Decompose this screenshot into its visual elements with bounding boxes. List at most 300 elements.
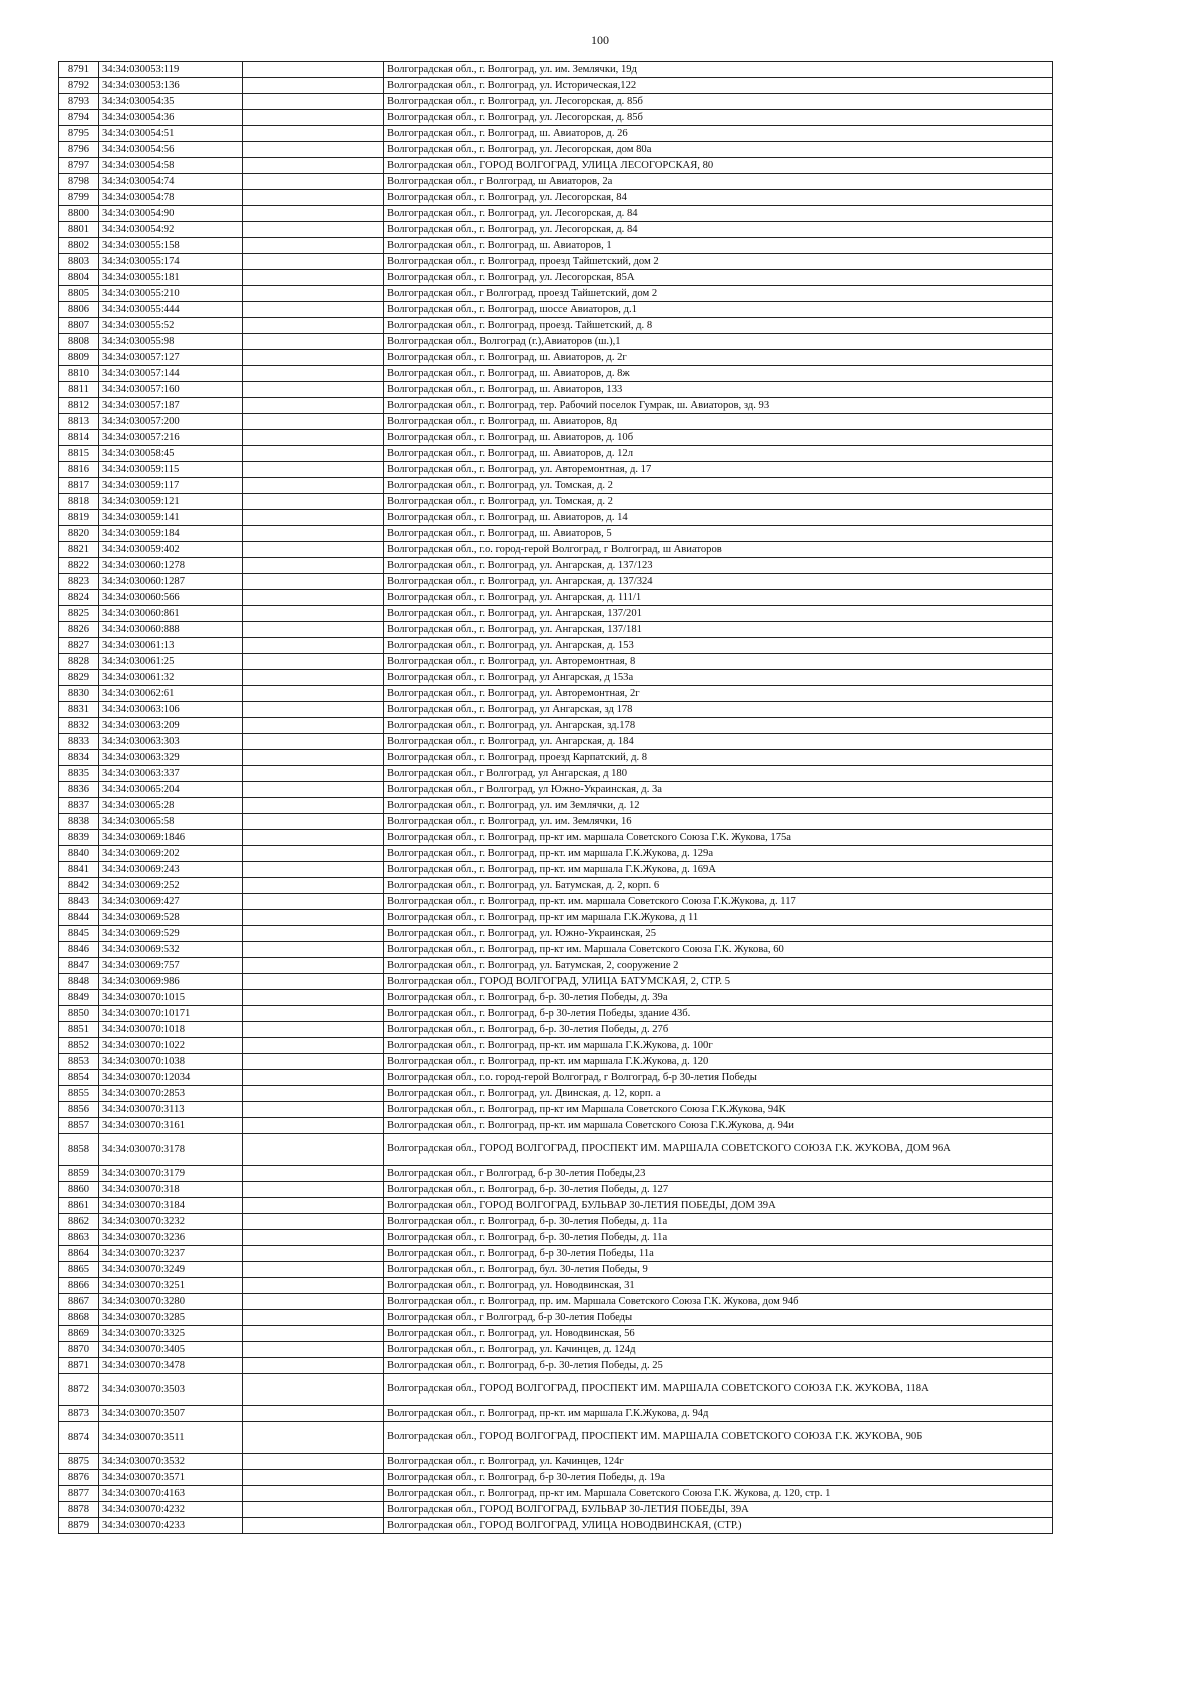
row-number-cell: 8859 (59, 1166, 99, 1182)
address-cell: Волгоградская обл., г. Волгоград, пр-кт. им маршала Г.К.Жукова, д. 94д (384, 1406, 1053, 1422)
address-cell: Волгоградская обл., г. Волгоград, ул. Лесогорская, д. 84 (384, 222, 1053, 238)
row-number-cell: 8833 (59, 734, 99, 750)
row-number-cell: 8798 (59, 174, 99, 190)
table-row (59, 1198, 1053, 1214)
address-cell: Волгоградская обл., г. Волгоград, б-р. 30-летия Победы, д. 25 (384, 1358, 1053, 1374)
cadastral-number-cell: 34:34:030070:1015 (99, 990, 243, 1006)
empty-cell (243, 1230, 384, 1246)
row-number-cell: 8840 (59, 846, 99, 862)
table-row (59, 1518, 1053, 1534)
row-number-cell: 8866 (59, 1278, 99, 1294)
row-number-cell: 8860 (59, 1182, 99, 1198)
table-row (59, 494, 1053, 510)
table-row (59, 398, 1053, 414)
table-row (59, 654, 1053, 670)
address-cell: Волгоградская обл., г. Волгоград, ш. Авиаторов, д. 12л (384, 446, 1053, 462)
row-number-cell: 8856 (59, 1102, 99, 1118)
cadastral-number-cell: 34:34:030069:757 (99, 958, 243, 974)
address-cell: Волгоградская обл., г. Волгоград, ш. Авиаторов, д. 8ж (384, 366, 1053, 382)
row-number-cell: 8797 (59, 158, 99, 174)
empty-cell (243, 430, 384, 446)
table-row (59, 798, 1053, 814)
empty-cell (243, 222, 384, 238)
cadastral-number-cell: 34:34:030069:1846 (99, 830, 243, 846)
cadastral-number-cell: 34:34:030060:861 (99, 606, 243, 622)
address-cell: Волгоградская обл., ГОРОД ВОЛГОГРАД, ПРОСПЕКТ ИМ. МАРШАЛА СОВЕТСКОГО СОЮЗА Г.К. ЖУКОВА, 118А (384, 1374, 1053, 1406)
address-cell: Волгоградская обл., г. Волгоград, б-р 30-летия Победы, 11а (384, 1246, 1053, 1262)
row-number-cell: 8837 (59, 798, 99, 814)
cadastral-number-cell: 34:34:030055:158 (99, 238, 243, 254)
table-row (59, 686, 1053, 702)
table-row (59, 1310, 1053, 1326)
cadastral-number-cell: 34:34:030060:1278 (99, 558, 243, 574)
empty-cell (243, 318, 384, 334)
address-cell: Волгоградская обл., г. Волгоград, ул. им Землячки, д. 12 (384, 798, 1053, 814)
empty-cell (243, 1070, 384, 1086)
cadastral-number-cell: 34:34:030059:117 (99, 478, 243, 494)
empty-cell (243, 574, 384, 590)
empty-cell (243, 334, 384, 350)
table-row (59, 878, 1053, 894)
table-row (59, 622, 1053, 638)
cadastral-number-cell: 34:34:030070:1038 (99, 1054, 243, 1070)
cadastral-number-cell: 34:34:030063:303 (99, 734, 243, 750)
row-number-cell: 8817 (59, 478, 99, 494)
cadastral-number-cell: 34:34:030061:13 (99, 638, 243, 654)
row-number-cell: 8863 (59, 1230, 99, 1246)
row-number-cell: 8823 (59, 574, 99, 590)
table-row (59, 190, 1053, 206)
empty-cell (243, 878, 384, 894)
cadastral-number-cell: 34:34:030070:1018 (99, 1022, 243, 1038)
cadastral-number-cell: 34:34:030057:127 (99, 350, 243, 366)
empty-cell (243, 1006, 384, 1022)
cadastral-number-cell: 34:34:030070:3478 (99, 1358, 243, 1374)
table-row (59, 1486, 1053, 1502)
table-row (59, 782, 1053, 798)
cadastral-number-cell: 34:34:030055:210 (99, 286, 243, 302)
empty-cell (243, 1406, 384, 1422)
row-number-cell: 8867 (59, 1294, 99, 1310)
empty-cell (243, 142, 384, 158)
table-row (59, 158, 1053, 174)
cadastral-number-cell: 34:34:030054:56 (99, 142, 243, 158)
address-cell: Волгоградская обл., г. Волгоград, ул. Лесогорская, д. 84 (384, 206, 1053, 222)
cadastral-number-cell: 34:34:030055:174 (99, 254, 243, 270)
address-cell: Волгоградская обл., ГОРОД ВОЛГОГРАД, УЛИЦА БАТУМСКАЯ, 2, СТР. 5 (384, 974, 1053, 990)
row-number-cell: 8847 (59, 958, 99, 974)
empty-cell (243, 942, 384, 958)
empty-cell (243, 1022, 384, 1038)
row-number-cell: 8872 (59, 1374, 99, 1406)
address-cell: Волгоградская обл., г. Волгоград, пр-кт. им маршала Советского Союза Г.К.Жукова, д. 94и (384, 1118, 1053, 1134)
address-cell: Волгоградская обл., г. Волгоград, б-р. 30-летия Победы, д. 11а (384, 1214, 1053, 1230)
cadastral-number-cell: 34:34:030070:1022 (99, 1038, 243, 1054)
table-row (59, 238, 1053, 254)
empty-cell (243, 974, 384, 990)
empty-cell (243, 1358, 384, 1374)
row-number-cell: 8830 (59, 686, 99, 702)
table-row (59, 590, 1053, 606)
cadastral-number-cell: 34:34:030069:243 (99, 862, 243, 878)
address-cell: Волгоградская обл., г. Волгоград, ул. Двинская, д. 12, корп. а (384, 1086, 1053, 1102)
row-number-cell: 8820 (59, 526, 99, 542)
empty-cell (243, 990, 384, 1006)
cadastral-number-cell: 34:34:030054:90 (99, 206, 243, 222)
address-cell: Волгоградская обл., г. Волгоград, пр-кт. им маршала Г.К.Жукова, д. 100г (384, 1038, 1053, 1054)
row-number-cell: 8805 (59, 286, 99, 302)
empty-cell (243, 1342, 384, 1358)
empty-cell (243, 1326, 384, 1342)
row-number-cell: 8828 (59, 654, 99, 670)
row-number-cell: 8864 (59, 1246, 99, 1262)
empty-cell (243, 382, 384, 398)
cadastral-number-cell: 34:34:030069:528 (99, 910, 243, 926)
row-number-cell: 8827 (59, 638, 99, 654)
cadastral-number-cell: 34:34:030055:181 (99, 270, 243, 286)
empty-cell (243, 270, 384, 286)
cadastral-number-cell: 34:34:030069:986 (99, 974, 243, 990)
cadastral-number-cell: 34:34:030055:98 (99, 334, 243, 350)
empty-cell (243, 254, 384, 270)
row-number-cell: 8796 (59, 142, 99, 158)
row-number-cell: 8809 (59, 350, 99, 366)
empty-cell (243, 1118, 384, 1134)
row-number-cell: 8829 (59, 670, 99, 686)
table-row (59, 206, 1053, 222)
empty-cell (243, 78, 384, 94)
empty-cell (243, 1166, 384, 1182)
address-cell: Волгоградская обл., г. Волгоград, ул. Ангарская, 137/201 (384, 606, 1053, 622)
empty-cell (243, 1182, 384, 1198)
empty-cell (243, 702, 384, 718)
cadastral-number-cell: 34:34:030062:61 (99, 686, 243, 702)
address-cell: Волгоградская обл., г. Волгоград, ш. Авиаторов, д. 10б (384, 430, 1053, 446)
table-row (59, 606, 1053, 622)
empty-cell (243, 590, 384, 606)
empty-cell (243, 1374, 384, 1406)
cadastral-number-cell: 34:34:030070:3236 (99, 1230, 243, 1246)
row-number-cell: 8795 (59, 126, 99, 142)
cadastral-number-cell: 34:34:030070:4163 (99, 1486, 243, 1502)
table-row (59, 1102, 1053, 1118)
address-cell: Волгоградская обл., г. Волгоград, б-р 30-летия Победы, д. 19а (384, 1470, 1053, 1486)
row-number-cell: 8816 (59, 462, 99, 478)
table-row (59, 1022, 1053, 1038)
table-row (59, 286, 1053, 302)
table-row (59, 1278, 1053, 1294)
row-number-cell: 8792 (59, 78, 99, 94)
row-number-cell: 8855 (59, 1086, 99, 1102)
empty-cell (243, 734, 384, 750)
empty-cell (243, 910, 384, 926)
empty-cell (243, 190, 384, 206)
cadastral-number-cell: 34:34:030069:252 (99, 878, 243, 894)
table-row (59, 638, 1053, 654)
empty-cell (243, 1454, 384, 1470)
empty-cell (243, 126, 384, 142)
cadastral-number-cell: 34:34:030070:3237 (99, 1246, 243, 1262)
cadastral-number-cell: 34:34:030058:45 (99, 446, 243, 462)
empty-cell (243, 1214, 384, 1230)
table-row (59, 302, 1053, 318)
cadastral-number-cell: 34:34:030070:3232 (99, 1214, 243, 1230)
row-number-cell: 8807 (59, 318, 99, 334)
table-row (59, 862, 1053, 878)
address-cell: Волгоградская обл., ГОРОД ВОЛГОГРАД, ПРОСПЕКТ ИМ. МАРШАЛА СОВЕТСКОГО СОЮЗА Г.К. ЖУКОВА, ДОМ 96А (384, 1134, 1053, 1166)
table-row (59, 382, 1053, 398)
address-cell: Волгоградская обл., г.о. город-герой Волгоград, г Волгоград, ш Авиаторов (384, 542, 1053, 558)
empty-cell (243, 766, 384, 782)
empty-cell (243, 206, 384, 222)
row-number-cell: 8803 (59, 254, 99, 270)
table-row (59, 1502, 1053, 1518)
row-number-cell: 8810 (59, 366, 99, 382)
address-cell: Волгоградская обл., г. Волгоград, ул. Ангарская, зд.178 (384, 718, 1053, 734)
table-row (59, 254, 1053, 270)
cadastral-number-cell: 34:34:030059:402 (99, 542, 243, 558)
table-row (59, 814, 1053, 830)
row-number-cell: 8862 (59, 1214, 99, 1230)
cadastral-number-cell: 34:34:030060:1287 (99, 574, 243, 590)
address-cell: Волгоградская обл., г. Волгоград, ул. им. Землячки, 16 (384, 814, 1053, 830)
address-cell: Волгоградская обл., г. Волгоград, ул. Ангарская, д. 137/324 (384, 574, 1053, 590)
row-number-cell: 8825 (59, 606, 99, 622)
table-row (59, 462, 1053, 478)
address-cell: Волгоградская обл., г. Волгоград, пр-кт. им маршала Г.К.Жукова, д. 120 (384, 1054, 1053, 1070)
cadastral-number-cell: 34:34:030065:204 (99, 782, 243, 798)
address-cell: Волгоградская обл., г. Волгоград, проезд. Тайшетский, д. 8 (384, 318, 1053, 334)
empty-cell (243, 1502, 384, 1518)
table-row (59, 270, 1053, 286)
cadastral-number-cell: 34:34:030063:329 (99, 750, 243, 766)
cadastral-number-cell: 34:34:030060:566 (99, 590, 243, 606)
empty-cell (243, 1038, 384, 1054)
table-row (59, 414, 1053, 430)
table-row (59, 1422, 1053, 1454)
row-number-cell: 8821 (59, 542, 99, 558)
empty-cell (243, 1310, 384, 1326)
cadastral-number-cell: 34:34:030070:3405 (99, 1342, 243, 1358)
address-cell: Волгоградская обл., г. Волгоград, ул. Лесогорская, 84 (384, 190, 1053, 206)
table-row (59, 1374, 1053, 1406)
empty-cell (243, 366, 384, 382)
row-number-cell: 8791 (59, 62, 99, 78)
row-number-cell: 8879 (59, 1518, 99, 1534)
table-row (59, 1054, 1053, 1070)
row-number-cell: 8794 (59, 110, 99, 126)
row-number-cell: 8814 (59, 430, 99, 446)
table-row (59, 1182, 1053, 1198)
address-cell: Волгоградская обл., г. Волгоград, ул. Лесогорская, д. 85б (384, 94, 1053, 110)
empty-cell (243, 1134, 384, 1166)
empty-cell (243, 414, 384, 430)
table-row (59, 366, 1053, 382)
cadastral-number-cell: 34:34:030055:52 (99, 318, 243, 334)
empty-cell (243, 846, 384, 862)
address-cell: Волгоградская обл., г. Волгоград, ул. Новодвинская, 31 (384, 1278, 1053, 1294)
empty-cell (243, 286, 384, 302)
table-row (59, 702, 1053, 718)
table-row (59, 430, 1053, 446)
address-cell: Волгоградская обл., г. Волгоград, ул Ангарская, д 153а (384, 670, 1053, 686)
row-number-cell: 8836 (59, 782, 99, 798)
row-number-cell: 8876 (59, 1470, 99, 1486)
address-cell: Волгоградская обл., г. Волгоград, ул. Лесогорская, д. 85б (384, 110, 1053, 126)
address-cell: Волгоградская обл., г. Волгоград, ул. Новодвинская, 56 (384, 1326, 1053, 1342)
table-row (59, 766, 1053, 782)
empty-cell (243, 814, 384, 830)
row-number-cell: 8852 (59, 1038, 99, 1054)
row-number-cell: 8865 (59, 1262, 99, 1278)
address-cell: Волгоградская обл., г. Волгоград, ул. Лесогорская, дом 80а (384, 142, 1053, 158)
cadastral-number-cell: 34:34:030057:200 (99, 414, 243, 430)
table-row (59, 558, 1053, 574)
cadastral-number-cell: 34:34:030070:3113 (99, 1102, 243, 1118)
row-number-cell: 8869 (59, 1326, 99, 1342)
table-row (59, 142, 1053, 158)
table-row (59, 1214, 1053, 1230)
cadastral-number-cell: 34:34:030054:92 (99, 222, 243, 238)
table-row (59, 718, 1053, 734)
address-cell: Волгоградская обл., г. Волгоград, ул. Южно-Украинская, 25 (384, 926, 1053, 942)
cadastral-number-cell: 34:34:030053:136 (99, 78, 243, 94)
address-cell: Волгоградская обл., г Волгоград, б-р 30-летия Победы,23 (384, 1166, 1053, 1182)
address-cell: Волгоградская обл., г. Волгоград, пр-кт им. Маршала Советского Союза Г.К. Жукова, д. 120, стр. 1 (384, 1486, 1053, 1502)
address-cell: Волгоградская обл., г. Волгоград, бул. 30-летия Победы, 9 (384, 1262, 1053, 1278)
empty-cell (243, 750, 384, 766)
row-number-cell: 8873 (59, 1406, 99, 1422)
cadastral-number-cell: 34:34:030070:3161 (99, 1118, 243, 1134)
address-cell: Волгоградская обл., г Волгоград, ш Авиаторов, 2а (384, 174, 1053, 190)
address-cell: Волгоградская обл., г. Волгоград, пр-кт им Маршала Советского Союза Г.К.Жукова, 94К (384, 1102, 1053, 1118)
table-row (59, 526, 1053, 542)
empty-cell (243, 862, 384, 878)
row-number-cell: 8848 (59, 974, 99, 990)
cadastral-number-cell: 34:34:030070:3178 (99, 1134, 243, 1166)
row-number-cell: 8858 (59, 1134, 99, 1166)
empty-cell (243, 158, 384, 174)
empty-cell (243, 926, 384, 942)
address-cell: Волгоградская обл., г. Волгоград, б-р. 30-летия Победы, д. 127 (384, 1182, 1053, 1198)
cadastral-number-cell: 34:34:030065:28 (99, 798, 243, 814)
empty-cell (243, 1422, 384, 1454)
address-cell: Волгоградская обл., г. Волгоград, ул. Ангарская, 137/181 (384, 622, 1053, 638)
cadastral-number-cell: 34:34:030059:141 (99, 510, 243, 526)
page-number: 100 (591, 33, 609, 47)
table-row (59, 1294, 1053, 1310)
cadastral-number-cell: 34:34:030070:2853 (99, 1086, 243, 1102)
empty-cell (243, 622, 384, 638)
row-number-cell: 8878 (59, 1502, 99, 1518)
row-number-cell: 8815 (59, 446, 99, 462)
cadastral-number-cell: 34:34:030069:202 (99, 846, 243, 862)
row-number-cell: 8835 (59, 766, 99, 782)
cadastral-number-cell: 34:34:030057:144 (99, 366, 243, 382)
row-number-cell: 8842 (59, 878, 99, 894)
empty-cell (243, 1198, 384, 1214)
cadastral-number-cell: 34:34:030059:184 (99, 526, 243, 542)
cadastral-number-cell: 34:34:030070:3507 (99, 1406, 243, 1422)
cadastral-number-cell: 34:34:030070:3251 (99, 1278, 243, 1294)
cadastral-number-cell: 34:34:030070:3571 (99, 1470, 243, 1486)
address-cell: Волгоградская обл., г. Волгоград, ул. Томская, д. 2 (384, 478, 1053, 494)
cadastral-number-cell: 34:34:030070:3280 (99, 1294, 243, 1310)
row-number-cell: 8857 (59, 1118, 99, 1134)
address-cell: Волгоградская обл., г Волгоград, проезд Тайшетский, дом 2 (384, 286, 1053, 302)
address-cell: Волгоградская обл., г. Волгоград, пр-кт им. Маршала Советского Союза Г.К. Жукова, 60 (384, 942, 1053, 958)
address-cell: Волгоградская обл., г. Волгоград, ул. Ангарская, д. 137/123 (384, 558, 1053, 574)
table-row (59, 926, 1053, 942)
table-row (59, 126, 1053, 142)
cadastral-number-cell: 34:34:030061:32 (99, 670, 243, 686)
cadastral-number-cell: 34:34:030057:216 (99, 430, 243, 446)
address-cell: Волгоградская обл., г. Волгоград, ул. Ангарская, д. 111/1 (384, 590, 1053, 606)
table-row (59, 78, 1053, 94)
address-cell: Волгоградская обл., г. Волгоград, ул. Батумская, д. 2, корп. 6 (384, 878, 1053, 894)
address-cell: Волгоградская обл., г Волгоград, ул Южно-Украинская, д. 3а (384, 782, 1053, 798)
row-number-cell: 8834 (59, 750, 99, 766)
cadastral-number-cell: 34:34:030069:529 (99, 926, 243, 942)
address-cell: Волгоградская обл., г. Волгоград, пр-кт им. маршала Советского Союза Г.К. Жукова, 175а (384, 830, 1053, 846)
table-row (59, 734, 1053, 750)
table-row (59, 1166, 1053, 1182)
empty-cell (243, 478, 384, 494)
table-row (59, 1134, 1053, 1166)
table-row (59, 1406, 1053, 1422)
empty-cell (243, 350, 384, 366)
table-row (59, 1326, 1053, 1342)
cadastral-number-cell: 34:34:030054:35 (99, 94, 243, 110)
address-cell: Волгоградская обл., ГОРОД ВОЛГОГРАД, УЛИЦА ЛЕСОГОРСКАЯ, 80 (384, 158, 1053, 174)
cadastral-number-cell: 34:34:030070:3179 (99, 1166, 243, 1182)
address-cell: Волгоградская обл., г. Волгоград, пр. им. Маршала Советского Союза Г.К. Жукова, дом 94б (384, 1294, 1053, 1310)
table-row (59, 1246, 1053, 1262)
address-cell: Волгоградская обл., г. Волгоград, ул. Авторемонтная, 8 (384, 654, 1053, 670)
row-number-cell: 8868 (59, 1310, 99, 1326)
table-row (59, 830, 1053, 846)
cadastral-number-cell: 34:34:030061:25 (99, 654, 243, 670)
table-row (59, 1086, 1053, 1102)
address-cell: Волгоградская обл., г. Волгоград, пр-кт. им маршала Г.К.Жукова, д. 129а (384, 846, 1053, 862)
cadastral-number-cell: 34:34:030053:119 (99, 62, 243, 78)
table-row (59, 990, 1053, 1006)
row-number-cell: 8822 (59, 558, 99, 574)
table-row (59, 318, 1053, 334)
address-cell: Волгоградская обл., ГОРОД ВОЛГОГРАД, БУЛЬВАР 30-ЛЕТИЯ ПОБЕДЫ, ДОМ 39А (384, 1198, 1053, 1214)
cadastral-number-cell: 34:34:030063:106 (99, 702, 243, 718)
table-row (59, 62, 1053, 78)
address-cell: Волгоградская обл., г. Волгоград, проезд Тайшетский, дом 2 (384, 254, 1053, 270)
cadastral-number-cell: 34:34:030070:3511 (99, 1422, 243, 1454)
row-number-cell: 8826 (59, 622, 99, 638)
table-row (59, 846, 1053, 862)
empty-cell (243, 526, 384, 542)
empty-cell (243, 1486, 384, 1502)
empty-cell (243, 302, 384, 318)
row-number-cell: 8874 (59, 1422, 99, 1454)
row-number-cell: 8850 (59, 1006, 99, 1022)
address-cell: Волгоградская обл., г. Волгоград, ш. Авиаторов, 133 (384, 382, 1053, 398)
address-cell: Волгоградская обл., г.о. город-герой Волгоград, г Волгоград, б-р 30-летия Победы (384, 1070, 1053, 1086)
address-cell: Волгоградская обл., г. Волгоград, ш. Авиаторов, д. 2г (384, 350, 1053, 366)
address-cell: Волгоградская обл., г. Волгоград, ул. Историческая,122 (384, 78, 1053, 94)
address-cell: Волгоградская обл., Волгоград (г.),Авиаторов (ш.),1 (384, 334, 1053, 350)
empty-cell (243, 830, 384, 846)
row-number-cell: 8854 (59, 1070, 99, 1086)
cadastral-number-cell: 34:34:030070:3184 (99, 1198, 243, 1214)
table-row (59, 334, 1053, 350)
